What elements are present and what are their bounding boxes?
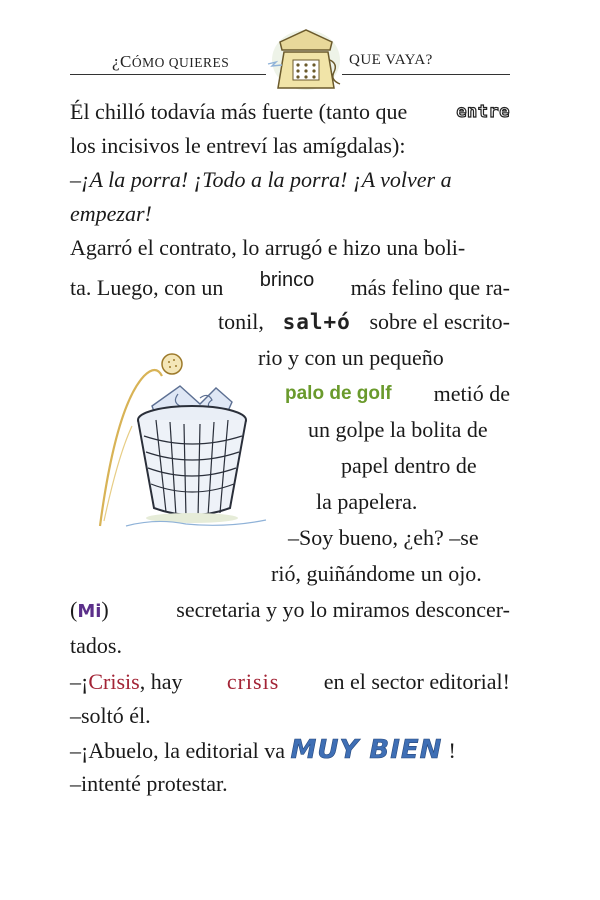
word-entre: entre [456,102,510,122]
text-line-13 [288,523,510,553]
text-segment: –¡Abuelo, la editorial va [70,738,286,763]
text-line-3 [70,165,510,195]
text-segment: ta. Luego, con un [70,275,224,300]
text-segment: un golpe la bolita de [308,417,488,442]
text-line-15 [70,595,510,627]
text-line-1 [70,97,510,127]
text-line-17 [70,667,510,697]
text-segment: tonil, [218,309,264,334]
text-segment: tados. [70,633,122,658]
text-segment: –intenté protestar. [70,771,228,796]
text-segment: papel dentro de [341,453,477,478]
running-head-left-initial: ¿C [112,52,132,71]
text-line-7 [218,307,510,337]
text-line-19 [70,735,456,766]
word-crisis-2: crisis [226,669,280,694]
word-crisis: Crisis [88,669,140,694]
text-line-18 [70,701,151,731]
text-line-11 [341,451,510,481]
text-line-20 [70,769,228,799]
running-header [0,0,600,110]
text-segment: ! [448,738,456,763]
text-segment: , hay [139,669,183,694]
text-segment: Agarró el contrato, lo arrugó e hizo una boli- [70,235,466,260]
text-line-16 [70,631,122,661]
word-brinco: brinco [259,269,315,291]
text-segment: sobre el escrito- [369,309,510,334]
running-head-right: QUE VAYA? [349,52,433,68]
text-line-12 [316,487,417,517]
text-line-4 [70,199,152,229]
text-segment: metió de [433,381,510,406]
text-line-9 [285,379,510,409]
text-line-8 [258,343,510,373]
text-line-6 [70,269,510,303]
wastebasket-illustration [96,336,288,532]
running-head-left-rest: ÓMO QUIERES [131,55,230,70]
header-rule-right [342,74,510,75]
running-head-left [112,52,229,72]
text-segment: secretaria y yo lo miramos desconcer- [176,597,510,622]
telephone-icon [266,20,346,100]
text-segment: –¡ [70,669,89,694]
text-segment: –soltó él. [70,703,151,728]
paren-close: ) [101,597,109,622]
text-segment: los incisivos le entreví las amígdalas): [70,133,406,158]
text-segment: rió, guiñándome un ojo. [271,561,482,586]
text-line-14 [271,559,510,589]
text-segment: rio y con un pequeño [258,345,444,370]
word-mi: Mi [77,601,102,622]
word-salto: sal+ó [282,310,351,334]
text-segment: en el sector editorial! [323,669,510,694]
text-segment: Él chilló todavía más fuerte (tanto que [70,99,408,124]
word-muy-bien: MUY BIEN [290,735,443,765]
paren-open: ( [70,597,78,622]
text-line-2 [70,131,468,161]
header-rule-left [70,74,266,75]
text-segment: –¡A la porra! ¡Todo a la porra! ¡A volver a [70,167,452,192]
text-segment: empezar! [70,201,152,226]
text-line-5 [70,233,510,263]
text-segment: –Soy bueno, ¿eh? –se [288,525,479,550]
text-segment: más felino que ra- [350,275,510,300]
word-palo-de-golf: palo de golf [285,383,392,404]
text-segment: la papelera. [316,489,418,514]
text-line-10 [308,415,510,445]
